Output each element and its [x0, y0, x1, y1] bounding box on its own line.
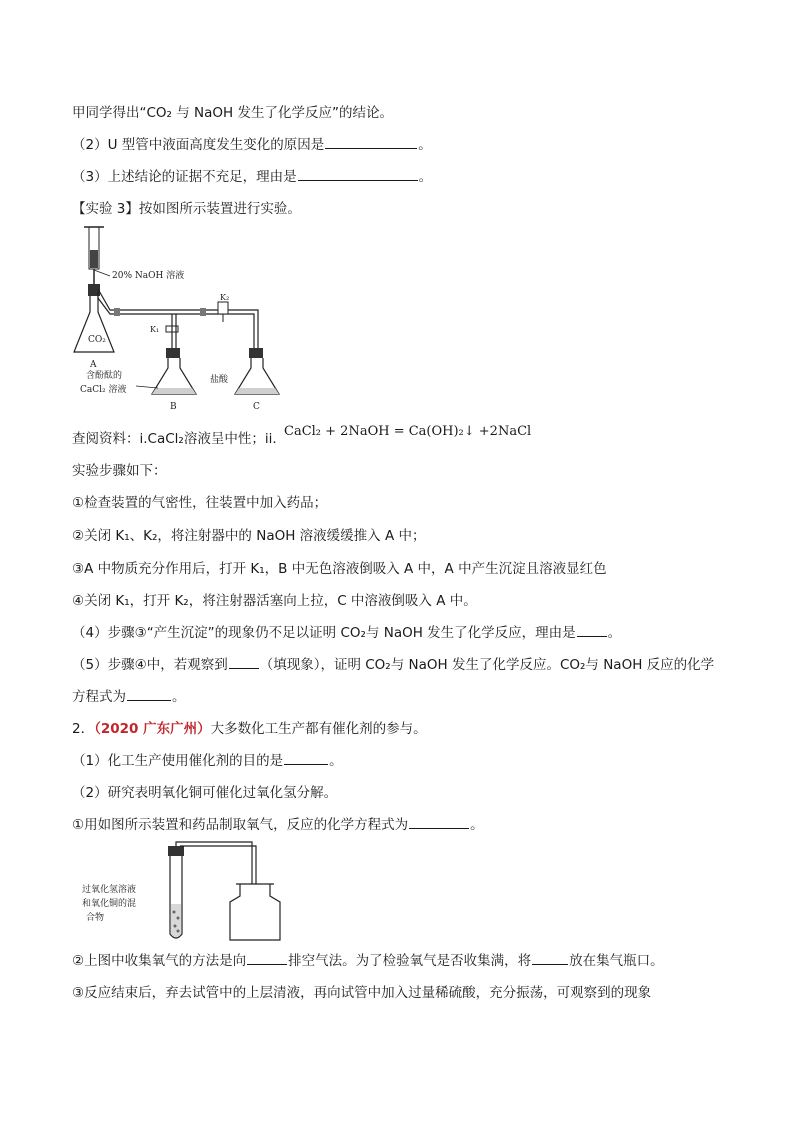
question-2-1: （1）化工生产使用催化剂的目的是 。 [72, 753, 343, 769]
step-2: ②关闭 K₁、K₂，将注射器中的 NaOH 溶液缓缓推入 A 中； [72, 528, 426, 544]
question-heading-2: 2．（2020 广东广州）大多数化工生产都有催化剂的参与。 [72, 721, 427, 737]
answer-blank[interactable] [247, 952, 287, 965]
experiment-apparatus-figure [70, 222, 290, 414]
svg-text:盐酸: 盐酸 [210, 375, 229, 385]
step-4: ④关闭 K₁，打开 K₂，将注射器活塞向上拉，C 中溶液倒吸入 A 中。 [72, 593, 477, 609]
svg-text:C: C [253, 402, 260, 412]
question-2-2-a: ①用如图所示装置和药品制取氧气，反应的化学方程式为 。 [72, 817, 484, 833]
question-5-cont: 方程式为 。 [72, 689, 186, 705]
source-tag: （2020 广东广州） [94, 721, 211, 737]
text-line-1: 甲同学得出“CO₂ 与 NaOH 发生了化学反应”的结论。 [72, 105, 393, 121]
gas-collecting-bottle [230, 884, 280, 940]
question-2-2-c: ③反应结束后，弃去试管中的上层清液，再向试管中加入过量稀硫酸，充分振荡，可观察到的现象 [72, 985, 652, 1001]
question-3: （3）上述结论的证据不充足，理由是 。 [72, 169, 433, 185]
answer-blank[interactable] [229, 656, 259, 669]
answer-blank[interactable] [325, 136, 417, 149]
svg-text:和氧化铜的混: 和氧化铜的混 [82, 899, 137, 909]
answer-blank[interactable] [409, 816, 469, 829]
svg-text:CO₂: CO₂ [88, 335, 106, 345]
question-5: （5）步骤④中，若观察到 （填现象），证明 CO₂与 NaOH 发生了化学反应。CO₂与 NaOH 反应的化学 [72, 657, 715, 673]
answer-blank[interactable] [298, 168, 418, 181]
answer-blank[interactable] [577, 624, 607, 637]
svg-text:合物: 合物 [86, 913, 105, 923]
svg-text:K₁: K₁ [150, 325, 160, 334]
svg-text:含酚酞的: 含酚酞的 [86, 371, 123, 381]
step-1: ①检查装置的气密性，往装置中加入药品； [72, 495, 328, 511]
question-2-2: （2）研究表明氧化铜可催化过氧化氢分解。 [72, 785, 338, 801]
naoh-label: 20% NaOH 溶液 [112, 271, 185, 281]
experiment-3-heading: 【实验 3】按如图所示装置进行实验。 [72, 201, 301, 217]
reference-info: 查阅资料：i.CaCl₂溶液呈中性；ii. [72, 431, 277, 447]
answer-blank[interactable] [284, 752, 328, 765]
oxygen-collection-figure [80, 840, 300, 946]
svg-text:CaCl₂ 溶液: CaCl₂ 溶液 [80, 385, 127, 395]
steps-heading: 实验步骤如下： [72, 463, 167, 479]
reaction-equation: CaCl₂ + 2NaOH = Ca(OH)₂↓ +2NaCl [284, 424, 532, 439]
question-2-2-b: ②上图中收集氧气的方法是向 排空气法。为了检验氧气是否收集满，将 放在集气瓶口。 [72, 953, 664, 969]
svg-text:B: B [170, 402, 177, 412]
answer-blank[interactable] [532, 952, 568, 965]
svg-text:K₂: K₂ [220, 293, 230, 302]
answer-blank[interactable] [127, 688, 171, 701]
step-3: ③A 中物质充分作用后，打开 K₁，B 中无色溶液倒吸入 A 中，A 中产生沉淀且溶液显红色 [72, 561, 607, 577]
svg-text:过氧化氢溶液: 过氧化氢溶液 [82, 885, 137, 895]
question-4: （4）步骤③“产生沉淀”的现象仍不足以证明 CO₂与 NaOH 发生了化学反应，理由是 。 [72, 625, 622, 641]
question-2: （2）U 型管中液面高度发生变化的原因是 。 [72, 137, 432, 153]
svg-text:A: A [90, 360, 97, 370]
